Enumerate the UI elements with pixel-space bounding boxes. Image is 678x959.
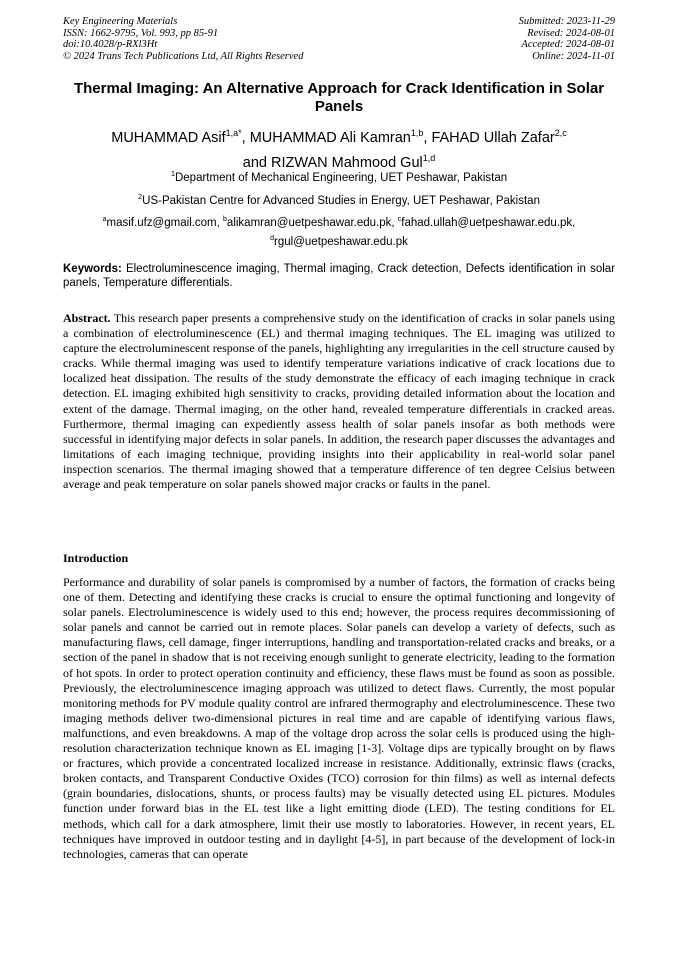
affiliation-2 (63, 190, 615, 208)
author-affil-marker: 1,b (410, 128, 424, 138)
introduction-text: Performance and durability of solar panels is compromised by a number of factors, the formation of cracks being one of them. Detecting and identifying these cracks is crucial to ensure the optimal functioning and longevity of solar panels. Electroluminescence is widely used to this end; however, the process requires decommissioning of solar panels and cannot be carried out in remote places. Solar panels can develop a variety of defects, such as manufacturing flaws, cell damage, finger interruptions, handling and transportation-related cracks and breaks, or a section of the panel in shadow that is not receiving enough sunlight to generate electricity, leading to the formation of hot spots. In order to protect operation continuity and efficiency, these flaws must be found as soon as possible. Previously, the electroluminescence imaging approach was utilized to detect flaws. Currently, the most popular monitoring methods for PV module quality control are infrared thermography and electroluminescence. These two imaging methods deliver two-dimensional pictures in real time and are capable of identifying various flaws, malfunctions, and even breakdowns. A map of the voltage drop across the solar cells is produced using the high-resolution characterization technique known as EL imaging [1-3]. Voltage dips are typically brought on by flaws or fractures, which provide a concentrated localized increase in resistance. Additionally, extrinsic flaws (cracks, broken contacts, and Transparent Conductive Oxides (TCO) corrosion for thin films) as well as internal defects (grain boundaries, dislocations, shunts, or process faults) may be visually detected using EL pictures. Modules function under forward bias in the EL test like a light emitting diode (LED). The testing conditions for EL methods, which call for a dark atmosphere, limit their use mostly to laboratories. However, in recent years, EL techniques have improved in outdoor testing and in daylight [4-5], in part because of the development of lock-in technologies, cameras that can operate (63, 575, 615, 861)
keywords-label: Keywords: (63, 263, 122, 275)
abstract-label: Abstract. (63, 311, 111, 325)
email-marker: b (223, 216, 227, 223)
author-separator: , (241, 129, 250, 146)
author-separator: , (423, 129, 432, 146)
paper-title: Thermal Imaging: An Alternative Approach for Crack Identification in Solar Panels (73, 80, 605, 115)
author-name: RIZWAN Mahmood Gul (270, 154, 423, 171)
email-link[interactable]: rgul@uetpeshawar.edu.pk (274, 235, 408, 248)
journal-issn: ISSN: 1662-9795, Vol. 993, pp 85-91 (63, 27, 219, 39)
affiliation-1 (63, 167, 615, 185)
abstract-text: This research paper presents a comprehensive study on the identification of cracks in solar panels using a combination of electroluminescence (EL) and thermal imaging techniques. The EL imaging was utilized to capture the electroluminescent response of the panels, highlighting any irregularities in the cell structure caused by cracks. While thermal imaging was used to identify temperature variations indicative of crack locations due to localized heat dissipation. The results of the study demonstrate the efficacy of each imaging technique in crack detection. EL imaging exhibited high sensitivity to cracks, providing detailed information about the location and extent of the damage. Thermal imaging, on the other hand, revealed temperature differentials in cracked areas. Furthermore, thermal imaging can expediently assess health of solar panels insofar as both methods were successful in identifying major defects in solar panels. In addition, the research paper discusses the advantages and limitations of each imaging technique, providing insights into their applicability in real-world solar panel inspection scenarios. The thermal imaging showed that a temperature difference of ten degree Celsius between average and peak temperature on solar panels showed major cracks or faults in the panel. (63, 311, 615, 492)
author-separator: and (242, 154, 271, 171)
email-marker: d (270, 234, 275, 242)
email-marker: c (397, 216, 402, 223)
author-name: FAHAD Ullah Zafar (431, 129, 555, 146)
date-online: Online: 2024-11-01 (532, 50, 615, 62)
email-link[interactable]: alikamran@uetpeshawar.edu.pk, (226, 216, 398, 229)
author-list (63, 123, 615, 173)
author-affil-marker: 1,a* (225, 128, 242, 138)
affiliation-marker: 1 (170, 169, 175, 178)
email-list (63, 212, 615, 250)
date-revised: Revised: 2024-08-01 (527, 27, 615, 39)
journal-copyright: © 2024 Trans Tech Publications Ltd, All Rights Reserved (63, 50, 304, 62)
dates-header (519, 16, 615, 62)
abstract-section (63, 311, 615, 492)
affiliation-text: US-Pakistan Centre for Advanced Studies in Energy, UET Peshawar, Pakistan (142, 194, 540, 207)
author-affil-marker: 1,d (422, 152, 436, 163)
journal-name: Key Engineering Materials (63, 16, 178, 27)
affiliation-text: Department of Mechanical Engineering, UET Peshawar, Pakistan (174, 171, 508, 184)
date-submitted: Submitted: 2023-11-29 (518, 16, 615, 27)
email-link[interactable]: masif.ufz@gmail.com, (106, 216, 224, 229)
email-marker: a (102, 216, 107, 223)
keywords-section (63, 262, 615, 290)
keywords-text: Electroluminescence imaging, Thermal imaging, Crack detection, Defects identification in solar panels, Temperature differentials. (63, 263, 615, 289)
email-link[interactable]: fahad.ullah@uetpeshawar.edu.pk, (401, 216, 576, 229)
affiliation-marker: 2 (138, 192, 143, 201)
introduction-heading: Introduction (63, 551, 129, 565)
date-accepted: Accepted: 2024-08-01 (521, 39, 615, 50)
author-affil-marker: 2,c (554, 128, 567, 138)
journal-header (63, 16, 303, 62)
author-name: MUHAMMAD Ali Kamran (249, 129, 411, 146)
journal-doi: doi:10.4028/p-RXl3Ht (63, 39, 158, 50)
author-name: MUHAMMAD Asif (111, 129, 226, 146)
